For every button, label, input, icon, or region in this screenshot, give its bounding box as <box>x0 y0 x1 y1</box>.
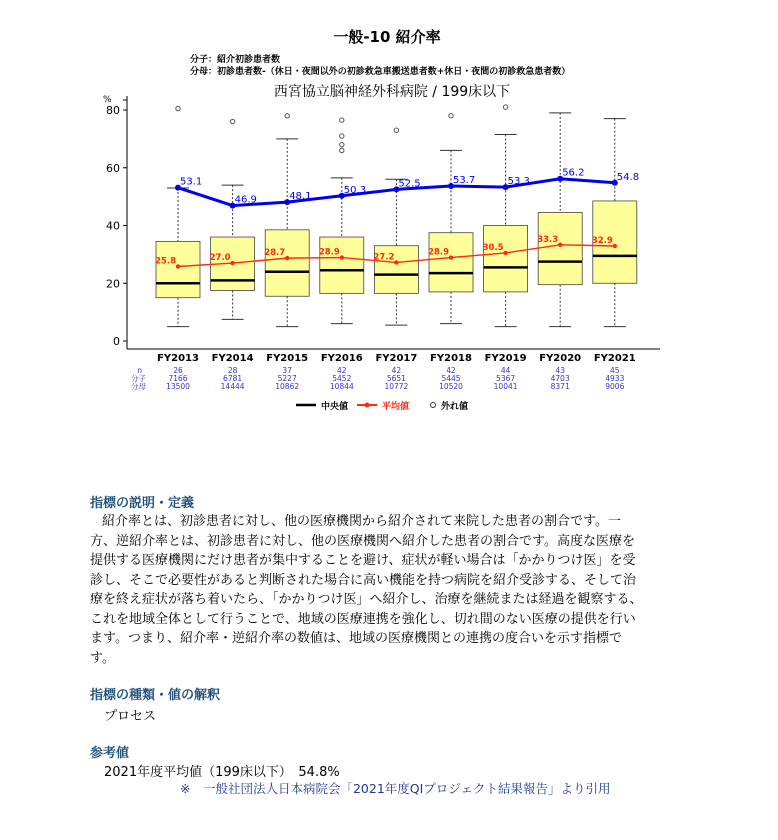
reference-heading: 参考値 <box>90 746 130 761</box>
mean-data-label: 32.9 <box>591 236 613 247</box>
denominator-label: 分母：初診患者数-（休日・夜間以外の初診救急車搬送患者数+休日・夜間の初診救急患者数） <box>190 67 571 77</box>
outlier-point <box>285 114 289 118</box>
table-cell: 26 <box>173 366 183 375</box>
table-cell: 43 <box>555 366 565 375</box>
x-tick-label: FY2020 <box>539 353 582 364</box>
table-row-label: n <box>137 366 142 375</box>
table-cell: 10041 <box>493 382 518 391</box>
x-tick-label: FY2019 <box>484 353 527 364</box>
mean-point <box>503 251 507 255</box>
legend-outlier-marker <box>431 403 436 408</box>
table-cell: 10520 <box>439 382 463 391</box>
definition-heading: 指標の説明・定義 <box>90 496 195 511</box>
y-tick-label: 0 <box>113 335 120 348</box>
definition-line: ます。つまり、紹介率・逆紹介率の数値は、地域の医療機関との連携の度合いを示す指標で <box>90 631 622 646</box>
table-cell: 37 <box>282 366 292 375</box>
hospital-data-label: 50.3 <box>343 184 367 196</box>
mean-point <box>558 243 562 247</box>
mean-data-label: 28.7 <box>264 248 286 259</box>
hospital-data-label: 52.5 <box>398 178 421 190</box>
table-row-label: 分母 <box>131 382 146 391</box>
table-cell: 10844 <box>329 382 354 391</box>
outlier-point <box>503 105 507 109</box>
table-cell: 14444 <box>220 382 245 391</box>
box <box>265 230 309 296</box>
definition-line: す。 <box>90 650 115 666</box>
x-tick-label: FY2013 <box>157 353 199 364</box>
reference-value: 2021年度平均値（199床以下） 54.8% <box>104 765 340 780</box>
definition-line: 療を終え症状が落ち着いたら、「かかりつけ医」へ紹介し、治療を継続または経過を観察する、 <box>90 592 643 607</box>
box <box>484 226 528 292</box>
definition-line: 紹介率とは、初診患者に対し、他の医療機関から紹介されて来院した患者の割合です。一 <box>102 514 621 529</box>
table-cell: 5367 <box>496 374 516 383</box>
table-cell: 4933 <box>605 374 625 383</box>
definition-text <box>90 512 690 668</box>
definition-line: 方、逆紹介率とは、初診患者に対し、他の医療機関へ紹介した患者の割合です。高度な医療を <box>90 533 635 549</box>
outlier-point <box>340 134 344 138</box>
table-cell: 10772 <box>384 382 409 391</box>
table-cell: 13500 <box>166 382 190 391</box>
plot-area <box>106 96 660 364</box>
numerator-label: 分子：紹介初診患者数 <box>190 55 281 65</box>
table-cell: 28 <box>227 366 238 375</box>
outlier-point <box>340 118 344 122</box>
table-cell: 5445 <box>441 374 461 383</box>
legend-mean-label: 平均値 <box>382 402 410 412</box>
definition-line: これを地域全体として行うことで、地域の医療連携を強化し、切れ間のない医療の提供を行い <box>90 611 636 627</box>
type-heading: 指標の種類・値の解釈 <box>90 688 221 703</box>
table-cell: 44 <box>500 366 511 375</box>
x-tick-label: FY2018 <box>430 353 472 364</box>
data-table <box>131 366 625 391</box>
table-cell: 5452 <box>332 374 352 383</box>
table-cell: 4703 <box>550 374 570 383</box>
outlier-point <box>449 114 453 118</box>
outlier-point <box>176 106 180 110</box>
table-row-label: 分子 <box>131 374 146 383</box>
y-tick-label: 80 <box>106 104 120 117</box>
outlier-point <box>340 148 344 152</box>
mean-data-label: 33.3 <box>537 234 559 245</box>
legend-median-label: 中央値 <box>321 402 349 412</box>
definition-line: 提供する医療機関にだけ患者が集中することを避け、症状が軽い場合は「かかりつけ医」を受 <box>90 553 636 568</box>
hospital-data-label: 46.9 <box>234 194 257 206</box>
y-tick-label: 20 <box>106 277 120 291</box>
reference-note: ※ 一般社団法人日本病院会「2021年度QIプロジェクト結果報告」より引用 <box>180 781 611 796</box>
type-value: プロセス <box>104 709 157 724</box>
x-tick-label: FY2015 <box>266 353 309 364</box>
table-cell: 42 <box>446 366 456 375</box>
chart-subtitle: 西宮協立脳神経外科病院 / 199床以下 <box>273 84 511 100</box>
table-cell: 5227 <box>277 374 297 383</box>
mean-point <box>176 264 180 268</box>
table-cell: 8371 <box>550 382 570 391</box>
hospital-data-label: 48.1 <box>289 191 312 203</box>
x-tick-label: FY2016 <box>320 353 363 364</box>
outlier-point <box>394 128 398 132</box>
hospital-data-label: 53.3 <box>507 176 530 188</box>
box <box>429 233 473 292</box>
table-cell: 7166 <box>168 374 188 383</box>
mean-point <box>340 255 344 259</box>
hospital-data-label: 53.1 <box>180 176 203 188</box>
mean-point <box>449 255 453 259</box>
legend <box>296 400 468 412</box>
table-cell: 45 <box>610 366 620 375</box>
definition-line: 診し、そこで必要性があると判断された場合に高い機能を持つ病院を紹介受診する、そして治 <box>90 572 637 588</box>
y-axis-label: % <box>103 95 112 105</box>
table-cell: 6781 <box>223 374 243 383</box>
table-cell: 10862 <box>275 382 300 391</box>
table-cell: 42 <box>337 366 347 375</box>
box <box>320 237 364 293</box>
y-tick-label: 40 <box>106 219 120 233</box>
legend-mean-marker <box>365 403 370 408</box>
hospital-data-label: 54.8 <box>616 171 640 183</box>
table-cell: 5651 <box>386 374 406 383</box>
mean-data-label: 27.0 <box>209 253 231 264</box>
mean-point <box>613 244 617 248</box>
hospital-data-label: 53.7 <box>453 174 476 186</box>
y-tick-label: 60 <box>106 161 120 175</box>
x-tick-label: FY2021 <box>593 353 636 364</box>
box <box>156 241 200 297</box>
mean-point <box>230 261 234 265</box>
mean-point <box>394 260 398 264</box>
outlier-point <box>230 119 234 123</box>
mean-point <box>285 256 289 260</box>
x-tick-label: FY2017 <box>375 353 418 364</box>
x-tick-label: FY2014 <box>211 353 254 364</box>
mean-data-label: 28.9 <box>428 247 449 258</box>
mean-data-label: 27.2 <box>373 252 395 263</box>
table-cell: 9006 <box>605 382 625 391</box>
table-cell: 42 <box>391 366 402 375</box>
mean-data-label: 28.9 <box>318 247 340 258</box>
mean-data-label: 25.8 <box>155 256 176 267</box>
mean-data-label: 30.5 <box>482 242 504 253</box>
hospital-data-label: 56.2 <box>562 167 585 179</box>
box <box>538 213 582 285</box>
outlier-point <box>340 142 344 146</box>
legend-outlier-label: 外れ値 <box>441 402 469 412</box>
chart-title: 一般-10 紹介率 <box>333 28 441 46</box>
